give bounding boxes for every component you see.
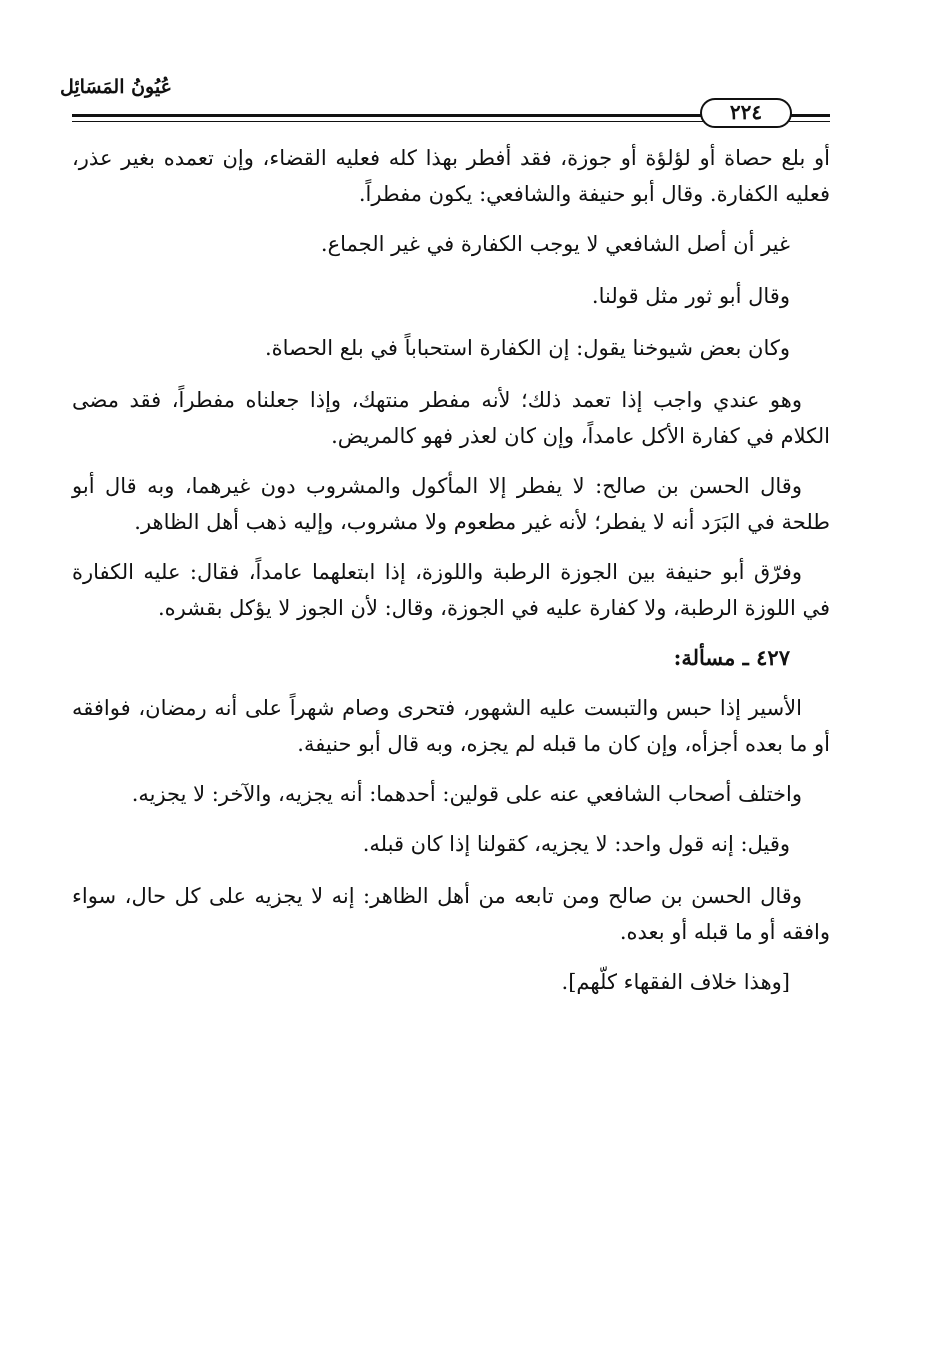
paragraph: وقيل: إنه قول واحد: لا يجزيه، كقولنا إذا كان قبله. (362, 832, 790, 856)
paragraph: الأسير إذا حبس والتبست عليه الشهور، فتحرى وصام شهراً على أنه رمضان، فوافقه أو ما بعده أجزأه، وإن كان ما قبله لم يجزه، وبه قال أبو حنيفة. (72, 696, 830, 756)
paragraph: غير أن أصل الشافعي لا يوجب الكفارة في غير الجماع. (320, 232, 790, 256)
paragraph: وهو عندي واجب إذا تعمد ذلك؛ لأنه مفطر منتهك، وإذا جعلناه مفطراً، فقد مضى الكلام في كفارة الأكل عامداً، وإن كان لعذر فهو كالمريض. (72, 388, 830, 448)
page-number-badge (700, 98, 792, 128)
page-number: ٢٢٤ (729, 100, 763, 124)
paragraph: واختلف أصحاب الشافعي عنه على قولين: أحدهما: أنه يجزيه، والآخر: لا يجزيه. (131, 782, 802, 806)
body-text (72, 140, 830, 1016)
paragraph: وقال الحسن بن صالح: لا يفطر إلا المأكول والمشروب دون غيرهما، وبه قال أبو طلحة في البَرَد أنه لا يفطر؛ لأنه غير مطعوم ولا مشروب، وإليه ذهب أهل الظاهر. (72, 474, 830, 534)
paragraph: وقال الحسن بن صالح ومن تابعه من أهل الظاهر: إنه لا يجزيه على كل حال، سواء وافقه أو ما قبله أو بعده. (72, 884, 830, 944)
paragraph: [وهذا خلاف الفقهاء كلّهم]. (561, 970, 790, 994)
book-title: عُيُونُ المَسَائِل (60, 76, 172, 98)
paragraph: وقال أبو ثور مثل قولنا. (591, 284, 790, 308)
paragraph: أو بلع حصاة أو لؤلؤة أو جوزة، فقد أفطر بهذا كله فعليه القضاء، وإن تعمده بغير عذر، فعليه الكفارة. وقال أبو حنيفة والشافعي: يكون مفطراً. (72, 146, 830, 206)
paragraph: وفرّق أبو حنيفة بين الجوزة الرطبة واللوزة، إذا ابتعلهما عامداً، فقال: عليه الكفارة في اللوزة الرطبة، ولا كفارة عليه في الجوزة، وقال: لأن الجوز لا يؤكل بقشره. (72, 560, 830, 620)
paragraph: وكان بعض شيوخنا يقول: إن الكفارة استحباباً في بلع الحصاة. (264, 336, 790, 360)
issue-heading: ٤٢٧ ـ مسألة: (673, 645, 790, 670)
